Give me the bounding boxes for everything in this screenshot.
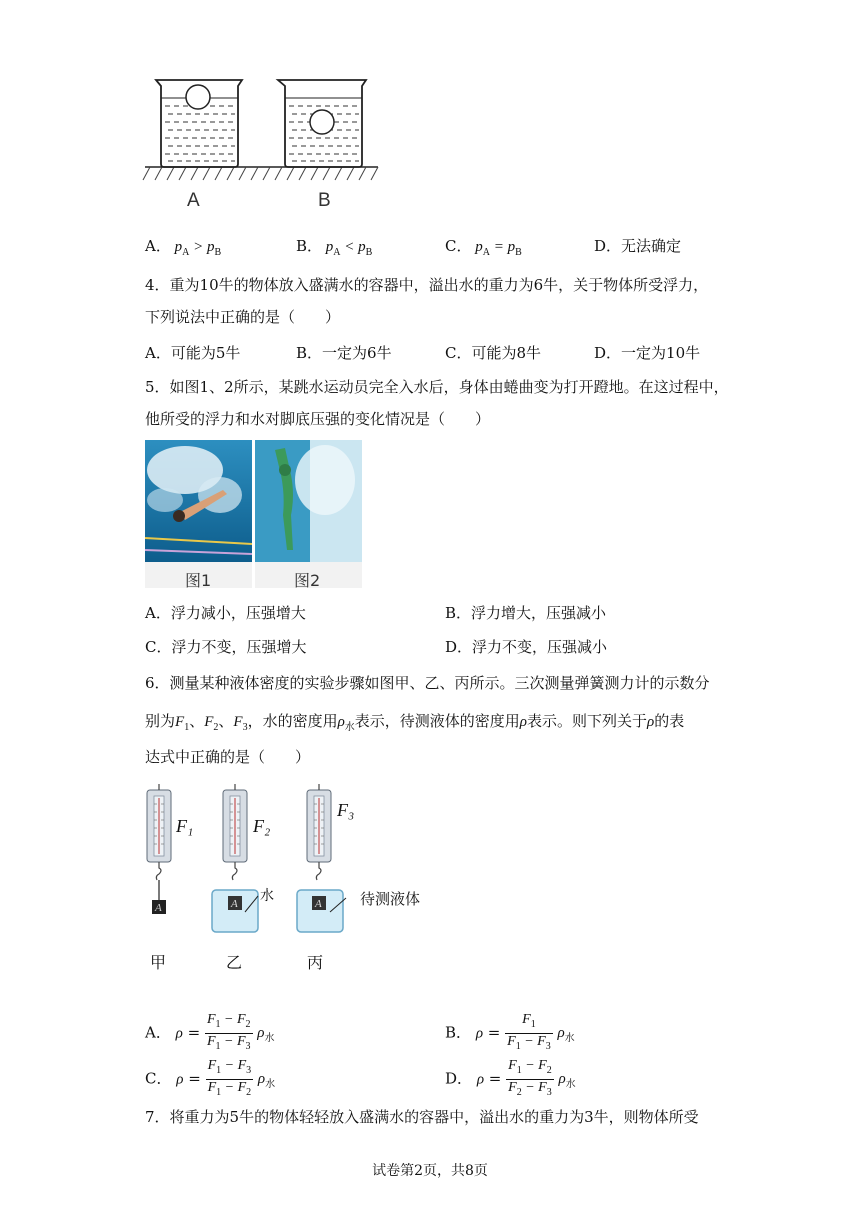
q6-stem-line1: 6．测量某种液体密度的实验步骤如图甲、乙、丙所示。三次测量弹簧测力计的示数分	[145, 674, 710, 692]
q7-stem-line1: 7．将重力为5牛的物体轻轻放入盛满水的容器中，溢出水的重力为3牛，则物体所受	[145, 1108, 699, 1126]
q6-option-c[interactable]: C． ρ = $\frac{F_1 - F_3}{F_1 - F_2}$ $\rho_水$	[145, 1058, 276, 1098]
q5-option-b[interactable]: B．浮力增大，压强减小	[445, 604, 607, 622]
q3-option-a[interactable]: A． $p_A > p_B$	[145, 237, 222, 258]
diver-photo-2	[255, 440, 362, 588]
q3-option-b[interactable]: B． $p_A < p_B$	[296, 237, 373, 258]
q5-option-d[interactable]: D．浮力不变，压强减小	[445, 638, 608, 656]
label-b: B	[318, 190, 331, 211]
q3-option-c[interactable]: C． $p_A = p_B$	[445, 237, 522, 258]
caption-yi: 乙	[226, 953, 243, 972]
q5-stem-line2: 他所受的浮力和水对脚底压强的变化情况是（ ）	[145, 410, 491, 428]
q4-stem-line2: 下列说法中正确的是（ ）	[145, 308, 341, 326]
svg-text:A: A	[231, 898, 238, 910]
svg-text:A: A	[155, 902, 162, 914]
q4-option-a[interactable]: A．可能为5牛	[145, 344, 241, 362]
svg-text:A: A	[315, 898, 322, 910]
q6-stem-line3: 达式中正确的是（ ）	[145, 748, 311, 766]
q5-option-a[interactable]: A．浮力减小，压强增大	[145, 604, 306, 622]
fig2-caption: 图2	[294, 571, 321, 590]
label-liquid: 待测液体	[360, 890, 421, 908]
label-f1: F₁	[176, 816, 194, 836]
q4-option-c[interactable]: C．可能为8牛	[445, 344, 542, 362]
q3-option-d[interactable]: D．无法确定	[594, 237, 682, 255]
q5-stem-line1: 5．如图1、2所示，某跳水运动员完全入水后，身体由蜷曲变为打开蹬地。在这过程中，	[145, 378, 729, 396]
q6-option-d[interactable]: D． ρ = $\frac{F_1 - F_2}{F_2 - F_3}$ $\rho_水$	[445, 1058, 576, 1098]
q4-stem-line1: 4．重为10牛的物体放入盛满水的容器中，溢出水的重力为6牛，关于物体所受浮力，	[145, 276, 709, 294]
beaker-a	[156, 80, 242, 167]
beaker-b	[278, 80, 366, 167]
label-f3: F₃	[337, 800, 355, 820]
label-water: 水	[260, 888, 274, 904]
q4-option-d[interactable]: D．一定为10牛	[594, 344, 701, 362]
q5-option-c[interactable]: C．浮力不变，压强增大	[145, 638, 307, 656]
q6-option-b[interactable]: B． ρ = $\frac{F_1}{F_1 - F_3}$ $\rho_水$	[445, 1012, 575, 1052]
q6-option-a[interactable]: A． ρ = $\frac{F_1 - F_2}{F_1 - F_3}$ $\rho_水$	[145, 1012, 275, 1052]
page-footer: 试卷第2页，共8页	[372, 1163, 488, 1179]
beaker-figure	[140, 72, 385, 217]
q4-option-b[interactable]: B．一定为6牛	[296, 344, 392, 362]
q6-stem-line2: 别为$F_1$、$F_2$、$F_3$，水的密度用$\rho_水$表示，待测液体的密度用ρ表示。则下列关于ρ的表	[145, 712, 685, 733]
label-f2: F₂	[253, 816, 271, 836]
caption-jia: 甲	[150, 953, 167, 972]
fig1-caption: 图1	[185, 571, 212, 590]
diver-photo-1	[145, 440, 252, 588]
caption-bing: 丙	[307, 953, 324, 972]
label-a: A	[187, 190, 200, 211]
spring-scale-figure	[140, 780, 440, 980]
